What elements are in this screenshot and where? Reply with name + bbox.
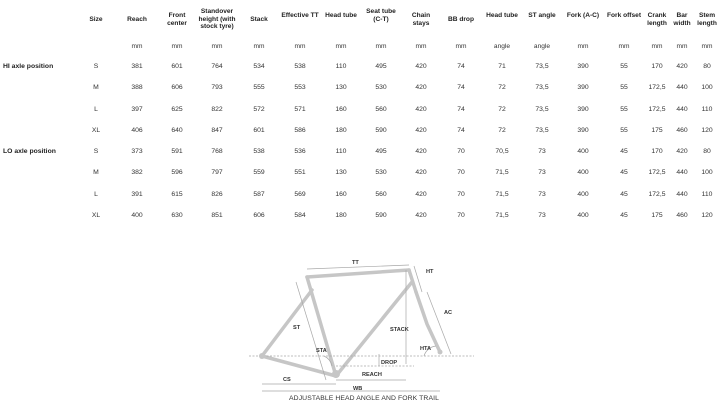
cell-head_tube_angle: 72 [498,106,506,113]
rear-axle [259,353,265,359]
cell-reach: 397 [131,106,143,113]
cell-front_center: 615 [171,191,183,198]
cell-fork_ac: 390 [577,63,589,70]
cell-crank_length: 175 [651,127,663,134]
cell-head_tube: 110 [335,63,347,70]
cell-front_center: 630 [171,212,183,219]
frame-geometry-diagram [244,252,484,394]
cell-standover: 768 [211,148,223,155]
cell-standover: 764 [211,63,223,70]
cell-st_angle: 73 [538,212,546,219]
cell-stack: 587 [253,191,265,198]
st-label: ST [293,325,301,331]
cell-crank_length: 172,5 [648,84,666,91]
cell-effective_tt: 551 [294,169,306,176]
unit-standover: mm [211,43,223,50]
cell-head_tube: 180 [335,127,347,134]
fork [416,292,440,352]
cell-stem_length: 120 [701,127,713,134]
column-header-head_tube_angle: Head tube [486,12,518,19]
cell-bb_drop: 74 [457,106,465,113]
cell-reach: 391 [131,191,143,198]
cell-crank_length: 170 [651,148,663,155]
column-header-front_center: Front center [167,12,187,27]
unit-head_tube_angle: angle [493,43,511,50]
cell-crank_length: 172,5 [648,169,666,176]
cell-bar_width: 440 [676,169,688,176]
cell-standover: 793 [211,84,223,91]
bottom-bracket [332,370,340,378]
cell-stem_length: 120 [701,212,713,219]
cell-bb_drop: 70 [457,169,465,176]
group-label: HI axle position [3,63,54,70]
cell-stack: 534 [253,63,265,70]
cell-stem_length: 100 [701,169,713,176]
cell-chain_stays: 420 [415,106,427,113]
cell-fork_ac: 400 [577,169,589,176]
cell-head_tube_angle: 71,5 [495,212,509,219]
cell-seat_tube: 590 [375,127,387,134]
head-tube [409,270,416,292]
cell-fork_offset: 45 [620,169,628,176]
unit-bb_drop: mm [455,43,467,50]
cell-head_tube_angle: 71 [498,63,506,70]
cell-bb_drop: 74 [457,84,465,91]
cell-stack: 559 [253,169,265,176]
cell-size: M [93,169,99,176]
cell-fork_ac: 400 [577,191,589,198]
cell-bar_width: 440 [676,106,688,113]
cell-bar_width: 460 [676,127,688,134]
wb-label: WB [353,386,363,392]
column-header-stack: Stack [250,16,268,23]
cell-st_angle: 73,5 [535,127,549,134]
cell-bb_drop: 70 [457,148,465,155]
cell-bar_width: 440 [676,191,688,198]
cell-stem_length: 80 [703,148,711,155]
cell-head_tube: 110 [335,148,347,155]
cell-size: S [93,148,99,155]
group-label: LO axle position [3,148,56,155]
cell-st_angle: 73 [538,191,546,198]
cell-head_tube: 130 [335,84,347,91]
cell-reach: 382 [131,169,143,176]
cell-reach: 381 [131,63,143,70]
reach-label: REACH [362,372,382,378]
cell-stack: 572 [253,106,265,113]
cell-standover: 851 [211,212,223,219]
unit-crank_length: mm [651,43,663,50]
cell-fork_ac: 400 [577,212,589,219]
cell-seat_tube: 495 [375,63,387,70]
cell-effective_tt: 584 [294,212,306,219]
unit-reach: mm [131,43,143,50]
cell-front_center: 591 [171,148,183,155]
unit-bar_width: mm [676,43,688,50]
cell-fork_ac: 390 [577,106,589,113]
cell-stack: 601 [253,127,265,134]
diagram-caption: ADJUSTABLE HEAD ANGLE AND FORK TRAIL [289,395,439,402]
cell-crank_length: 170 [651,63,663,70]
column-header-reach: Reach [127,16,147,23]
cell-size: XL [91,127,101,134]
chain-stay [262,356,336,376]
cell-reach: 388 [131,84,143,91]
cell-reach: 406 [131,127,143,134]
ac-label: AC [444,310,453,316]
cell-front_center: 601 [171,63,183,70]
cell-standover: 826 [211,191,223,198]
cell-st_angle: 73,5 [535,63,549,70]
column-header-crank_length: Crank length [647,12,667,27]
cell-size: S [93,63,99,70]
cell-seat_tube: 530 [375,84,387,91]
cell-head_tube_angle: 71,5 [495,191,509,198]
cell-size: L [94,191,98,198]
cell-effective_tt: 553 [294,84,306,91]
cell-effective_tt: 536 [294,148,306,155]
cell-fork_offset: 55 [620,63,628,70]
unit-fork_offset: mm [618,43,630,50]
cell-fork_offset: 45 [620,191,628,198]
cell-bb_drop: 74 [457,127,465,134]
cell-effective_tt: 538 [294,63,306,70]
cell-stack: 538 [253,148,265,155]
cell-bar_width: 420 [676,148,688,155]
cell-front_center: 606 [171,84,183,91]
cell-seat_tube: 590 [375,212,387,219]
cell-fork_ac: 400 [577,148,589,155]
cell-front_center: 596 [171,169,183,176]
column-header-standover: Standover height (with stock tyre) [198,8,236,30]
unit-chain_stays: mm [415,43,427,50]
unit-stem_length: mm [701,43,713,50]
cell-chain_stays: 420 [415,84,427,91]
column-header-bar_width: Bar width [673,12,691,27]
cell-bar_width: 440 [676,84,688,91]
seat-stay [262,290,312,356]
cell-bar_width: 420 [676,63,688,70]
cell-crank_length: 172,5 [648,106,666,113]
cell-standover: 797 [211,169,223,176]
unit-st_angle: angle [533,43,551,50]
cell-bar_width: 460 [676,212,688,219]
ht-label: HT [426,269,434,275]
cell-front_center: 640 [171,127,183,134]
cell-head_tube_angle: 72 [498,127,506,134]
column-header-fork_offset: Fork offset [606,12,642,19]
cell-effective_tt: 569 [294,191,306,198]
cell-crank_length: 175 [651,212,663,219]
column-header-chain_stays: Chain stays [411,12,431,27]
cell-st_angle: 73 [538,169,546,176]
cell-chain_stays: 420 [415,212,427,219]
cell-reach: 400 [131,212,143,219]
cell-head_tube_angle: 71,5 [495,169,509,176]
cs-label: CS [283,377,291,383]
cell-standover: 822 [211,106,223,113]
cell-st_angle: 73,5 [535,106,549,113]
cell-stack: 555 [253,84,265,91]
unit-fork_ac: mm [577,43,589,50]
cell-effective_tt: 586 [294,127,306,134]
cell-standover: 847 [211,127,223,134]
cell-size: M [93,84,99,91]
cell-crank_length: 172,5 [648,191,666,198]
cell-stem_length: 110 [701,191,713,198]
cell-head_tube_angle: 70,5 [495,148,509,155]
unit-seat_tube: mm [375,43,387,50]
cell-seat_tube: 560 [375,106,387,113]
cell-head_tube: 160 [335,191,347,198]
column-header-seat_tube: Seat tube (C-T) [366,8,396,23]
cell-seat_tube: 560 [375,191,387,198]
column-header-fork_ac: Fork (A-C) [566,12,600,19]
cell-fork_ac: 390 [577,84,589,91]
cell-front_center: 625 [171,106,183,113]
fork-dimension [427,292,451,354]
cell-size: L [94,106,98,113]
cell-head_tube: 160 [335,106,347,113]
column-header-effective_tt: Effective TT [281,12,319,19]
column-header-stem_length: Stem length [697,12,717,27]
cell-fork_offset: 55 [620,106,628,113]
cell-head_tube_angle: 72 [498,84,506,91]
stack-label: STACK [390,327,409,333]
cell-stem_length: 80 [703,63,711,70]
unit-front_center: mm [171,43,183,50]
cell-head_tube: 130 [335,169,347,176]
column-header-bb_drop: BB drop [447,16,474,23]
cell-st_angle: 73,5 [535,84,549,91]
unit-stack: mm [253,43,265,50]
tt-label: TT [352,260,359,266]
cell-fork_offset: 45 [620,148,628,155]
cell-fork_ac: 390 [577,127,589,134]
unit-head_tube: mm [335,43,347,50]
cell-size: XL [91,212,101,219]
cell-head_tube: 180 [335,212,347,219]
cell-chain_stays: 420 [415,63,427,70]
cell-bb_drop: 70 [457,191,465,198]
cell-stem_length: 100 [701,84,713,91]
cell-bb_drop: 74 [457,63,465,70]
front-axle [438,350,443,355]
drop-label: DROP [381,360,398,366]
column-header-size: Size [89,16,103,23]
column-header-head_tube: Head tube [325,12,357,19]
cell-stem_length: 110 [701,106,713,113]
cell-seat_tube: 530 [375,169,387,176]
cell-reach: 373 [131,148,143,155]
cell-chain_stays: 420 [415,169,427,176]
top-tube [307,270,409,277]
cell-chain_stays: 420 [415,191,427,198]
hta-label: HTA [420,346,432,352]
cell-stack: 606 [253,212,265,219]
cell-st_angle: 73 [538,148,546,155]
column-header-st_angle: ST angle [528,12,556,19]
cell-chain_stays: 420 [415,148,427,155]
cell-fork_offset: 45 [620,212,628,219]
cell-bb_drop: 70 [457,212,465,219]
unit-effective_tt: mm [294,43,306,50]
sta-label: STA [316,348,327,354]
cell-fork_offset: 55 [620,84,628,91]
cell-fork_offset: 55 [620,127,628,134]
cell-seat_tube: 495 [375,148,387,155]
cell-chain_stays: 420 [415,127,427,134]
cell-effective_tt: 571 [294,106,306,113]
